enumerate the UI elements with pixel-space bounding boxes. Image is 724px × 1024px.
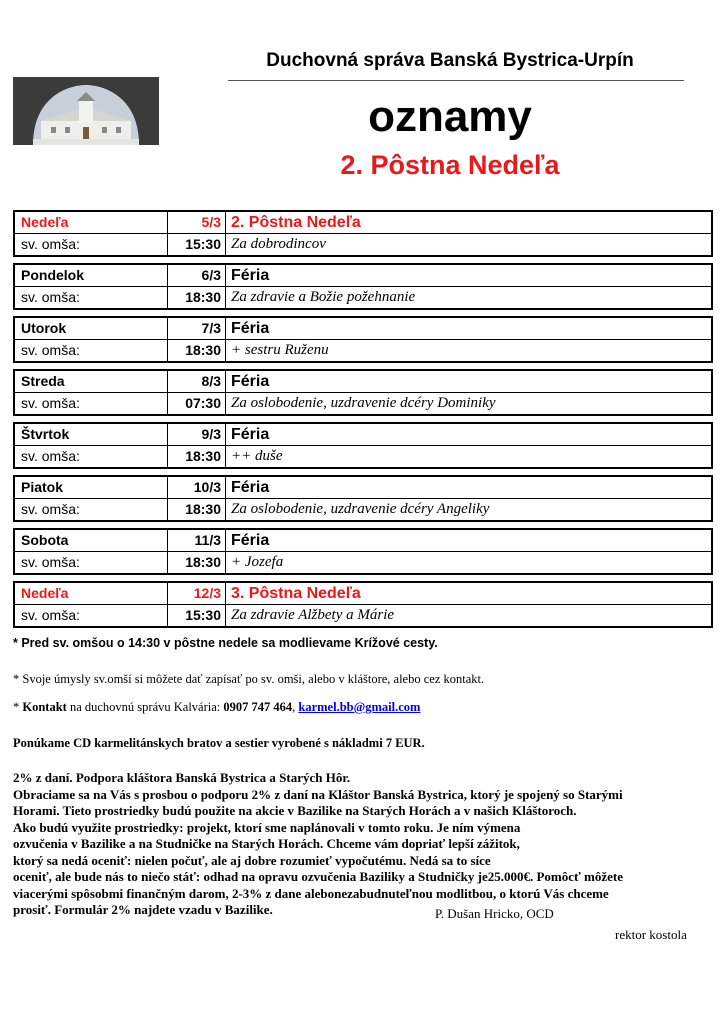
contact-phone: 0907 747 464 bbox=[223, 700, 293, 714]
mass-schedule bbox=[13, 210, 713, 634]
mass-row bbox=[15, 392, 711, 414]
mass-intention: Za dobrodincov bbox=[231, 236, 326, 252]
day-date: 12/3 bbox=[168, 583, 226, 604]
day-row bbox=[15, 477, 711, 498]
mass-row bbox=[15, 445, 711, 467]
day-row bbox=[15, 424, 711, 445]
mass-label: sv. omša: bbox=[15, 340, 168, 361]
mass-label: sv. omša: bbox=[15, 393, 168, 414]
mass-row bbox=[15, 604, 711, 626]
appeal-line: Obraciame sa na Vás s prosbou o podporu 2% z daní na Kláštor Banská Bystrica, ktorý je spojený so Starými bbox=[13, 786, 623, 802]
day-row bbox=[15, 583, 711, 604]
mass-time: 15:30 bbox=[168, 605, 226, 626]
day-date: 9/3 bbox=[168, 424, 226, 445]
mass-time: 18:30 bbox=[168, 499, 226, 520]
mass-intention: Za zdravie Alžbety a Márie bbox=[231, 607, 395, 623]
mass-intention: + Jozefa bbox=[231, 554, 284, 570]
day-name: Pondelok bbox=[15, 265, 168, 286]
mass-time: 07:30 bbox=[168, 393, 226, 414]
note-intentions: * Svoje úmysly sv.omší si môžete dať zapísať po sv. omši, alebo v kláštore, alebo cez kontakt. bbox=[13, 672, 485, 686]
liturgical-day: Féria bbox=[231, 532, 270, 549]
day-row bbox=[15, 265, 711, 286]
liturgical-day: 3. Pôstna Nedeľa bbox=[231, 585, 361, 602]
mass-intention: Za zdravie a Božie požehnanie bbox=[231, 289, 416, 305]
day-block bbox=[13, 475, 713, 522]
day-name: Streda bbox=[15, 371, 168, 392]
parish-name: Duchovná správa Banská Bystrica-Urpín bbox=[266, 50, 634, 71]
day-name: Nedeľa bbox=[15, 212, 168, 233]
day-row bbox=[15, 212, 711, 233]
day-block bbox=[13, 316, 713, 363]
mass-intention: Za oslobodenie, uzdravenie dcéry Dominiky bbox=[231, 395, 496, 411]
contact-sep: , bbox=[292, 700, 299, 714]
page-subtitle: 2. Pôstna Nedeľa bbox=[340, 150, 560, 180]
mass-label: sv. omša: bbox=[15, 552, 168, 573]
mass-row bbox=[15, 339, 711, 361]
day-block bbox=[13, 210, 713, 257]
note-cd-offer: Ponúkame CD karmelitánskych bratov a sestier vyrobené s nákladmi 7 EUR. bbox=[13, 736, 425, 750]
day-name: Piatok bbox=[15, 477, 168, 498]
day-block bbox=[13, 422, 713, 469]
tax-appeal bbox=[13, 770, 703, 919]
mass-label: sv. omša: bbox=[15, 446, 168, 467]
day-block bbox=[13, 581, 713, 628]
day-date: 10/3 bbox=[168, 477, 226, 498]
note-contact bbox=[13, 700, 420, 715]
mass-row bbox=[15, 498, 711, 520]
day-name: Utorok bbox=[15, 318, 168, 339]
contact-email-link[interactable]: karmel.bb@gmail.com bbox=[298, 700, 421, 714]
mass-label: sv. omša: bbox=[15, 234, 168, 255]
appeal-line: viacerými spôsobmi finančným darom, 2-3% z dane alebonezabudnuteľnou modlitbou, o ktorú Vás chceme bbox=[13, 885, 609, 901]
mass-time: 18:30 bbox=[168, 446, 226, 467]
day-row bbox=[15, 530, 711, 551]
mass-row bbox=[15, 286, 711, 308]
mass-intention: ++ duše bbox=[231, 448, 283, 464]
mass-time: 15:30 bbox=[168, 234, 226, 255]
mass-time: 18:30 bbox=[168, 340, 226, 361]
appeal-line: prosiť. Formulár 2% najdete vzadu v Bazilike. bbox=[13, 902, 273, 917]
note-stations: * Pred sv. omšou o 14:30 v pôstne nedele sa modlievame Krížové cesty. bbox=[13, 636, 438, 650]
appeal-line: oceniť, ale bude nás to niečo stáť: odhad na opravu ozvučenia Baziliky a Studničky je25.000€. Pomôcť môžete bbox=[13, 869, 624, 884]
church-photo-image bbox=[13, 77, 159, 145]
contact-prefix: * bbox=[13, 700, 23, 714]
day-date: 11/3 bbox=[168, 530, 226, 551]
day-row bbox=[15, 371, 711, 392]
mass-label: sv. omša: bbox=[15, 287, 168, 308]
mass-row bbox=[15, 551, 711, 573]
day-date: 7/3 bbox=[168, 318, 226, 339]
day-name: Štvrtok bbox=[15, 424, 168, 445]
mass-time: 18:30 bbox=[168, 552, 226, 573]
liturgical-day: Féria bbox=[231, 320, 270, 337]
mass-intention: Za oslobodenie, uzdravenie dcéry Angeliky bbox=[231, 501, 490, 517]
day-date: 6/3 bbox=[168, 265, 226, 286]
appeal-line: ktorý sa nedá oceniť: nielen počuť, ale aj dobre rozumieť vypočutému. Nedá sa to síce bbox=[13, 852, 491, 868]
liturgical-day: Féria bbox=[231, 479, 270, 496]
liturgical-day: Féria bbox=[231, 373, 270, 390]
day-name: Nedeľa bbox=[15, 583, 168, 604]
header-rule bbox=[228, 80, 684, 81]
liturgical-day: Féria bbox=[231, 267, 270, 284]
liturgical-day: 2. Pôstna Nedeľa bbox=[231, 214, 361, 231]
appeal-line: Horami. Tieto prostriedky budú použite na akcie v Bazilike na Starých Horách a v našich Kláštoroch. bbox=[13, 803, 577, 818]
mass-row bbox=[15, 233, 711, 255]
appeal-line: Ako budú využite prostriedky: projekt, ktorí sme naplánovali v tomto roku. Je ním výmena bbox=[13, 819, 521, 835]
appeal-line: ozvučenia v Bazilike a na Studničke na Starých Horách. Chceme vám dopriať lepší zážitok, bbox=[13, 836, 520, 851]
signature-title: rektor kostola bbox=[615, 927, 687, 942]
day-date: 8/3 bbox=[168, 371, 226, 392]
liturgical-day: Féria bbox=[231, 426, 270, 443]
contact-label: Kontakt bbox=[22, 700, 67, 714]
day-row bbox=[15, 318, 711, 339]
day-block bbox=[13, 263, 713, 310]
page-title: oznamy bbox=[368, 92, 532, 141]
mass-label: sv. omša: bbox=[15, 499, 168, 520]
day-name: Sobota bbox=[15, 530, 168, 551]
mass-intention: + sestru Ruženu bbox=[231, 342, 329, 358]
contact-text: na duchovnú správu Kalvária: bbox=[66, 700, 224, 714]
mass-label: sv. omša: bbox=[15, 605, 168, 626]
day-date: 5/3 bbox=[168, 212, 226, 233]
mass-time: 18:30 bbox=[168, 287, 226, 308]
signature: P. Dušan Hricko, OCD bbox=[435, 906, 554, 921]
day-block bbox=[13, 528, 713, 575]
church-photo bbox=[13, 77, 159, 145]
appeal-line: 2% z daní. Podpora kláštora Banská Bystrica a Starých Hôr. bbox=[13, 770, 351, 785]
day-block bbox=[13, 369, 713, 416]
